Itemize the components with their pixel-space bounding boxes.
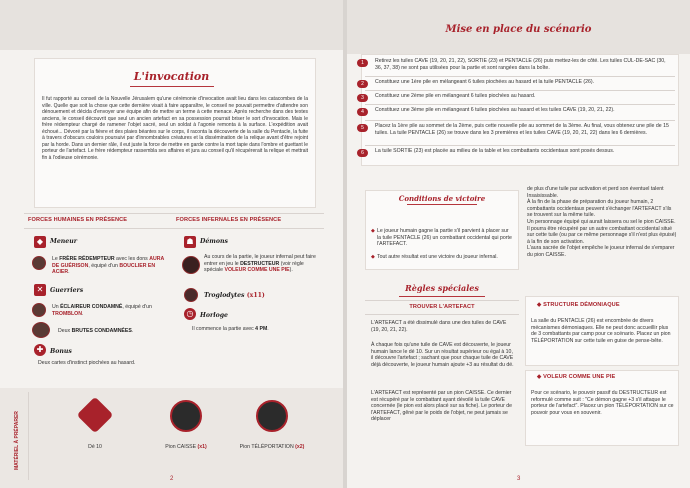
victory-condition-1: Le joueur humain gagne la partie s'il parvient à placer sur la tuile PENTACLE (26) un combattant occidental qui porte l'ARTEFACT.	[377, 228, 512, 248]
demons-text-b: (voir règle spéciale	[204, 260, 304, 274]
guerriers-title: Guerriers	[50, 287, 84, 294]
troglo-count: (x11)	[246, 292, 265, 299]
left-page	[0, 0, 343, 488]
invocation-title: L'invocation	[133, 70, 210, 83]
step-number: 2	[357, 80, 368, 88]
bullet-icon: ◆	[371, 228, 375, 234]
setup-title: Mise en place du scénario	[445, 24, 592, 35]
guerriers-text: Un ÉCLAIREUR CONDAMNÉ, équipé d'un TROMBLON.	[52, 304, 152, 317]
page-number: 3	[517, 476, 521, 482]
meneur-text: Le FRÈRE RÉDEMPTEUR avec les dons AURA DE GUÉRISON, équipé d'un BOUCLIER EN ACIER.	[52, 256, 165, 276]
brutes-pre: Deux	[58, 328, 71, 334]
pie-header	[537, 374, 615, 380]
divider	[365, 314, 519, 315]
title-underline	[130, 86, 214, 87]
step-text: Constituez une 1ère pile en mélangeant 6 tuiles piochées au hasard et la tuile PENTACLE (26).	[375, 79, 595, 85]
plus-icon: ✚	[34, 344, 46, 356]
teleport-token-icon	[256, 400, 288, 432]
step-text: Constituez une 3ème pile en mélangeant 6 tuiles piochées au hasard et les tuiles CAVE (19, 20, 21, 22).	[375, 107, 615, 113]
demons-rule: VOLEUR COMME UNE PIE	[224, 267, 290, 274]
divider	[365, 90, 675, 91]
artefact-paragraph-3: L'ARTEFACT est représenté par un pion CAISSE. Ce dernier est récupéré par le combattant ayant dévoilé la tuile CAVE concernée (le pion est alors placé sur sa fiche). Le porteur de l'ARTEFACT, gêné par le poids de l'objet, ne peut jamais se déplacer	[371, 390, 513, 423]
artefact-continued: de plus d'une tuile par activation et perd son éventuel talent Insaisissable. À la fin de la phase de préparation du joueur humain, 2 combattants occidentaux peuvent s'échanger l'ARTEFACT s'ils se trouvent sur la même tuile. Un personnage équipé qui aurait laissera ou sel le pion CAISSE. Il pourra être récupéré par un autre combattant occidental situé sur cette tuile (ou par ce même personnage s'il n'est plus épuisé) à la fin de son activation. L'aura sacrée de l'objet empêche le joueur infernal de s'emparer du pion CAISSE.	[527, 186, 677, 258]
guerriers-pre: Un	[52, 304, 59, 310]
brutes-portrait	[32, 322, 50, 338]
gear-icon: ◆	[537, 302, 542, 308]
demons-text-c: ).	[289, 267, 293, 274]
dice-label: Dé 10	[88, 444, 102, 450]
divider	[24, 213, 324, 214]
artefact-paragraph-1: L'ARTEFACT a été dissimulé dans une des tuiles de CAVE (19, 20, 21, 22).	[371, 320, 507, 333]
horloge-text: Il commence la partie avec 4 PM.	[192, 326, 269, 332]
artefact-paragraph-2: À chaque fois qu'une tuile de CAVE est découverte, le joueur humain lance le dé 10. Sur un résultat supérieur ou égal à 10, il découvre l'artefact ; sachant que pour chaque tuile de CAVE déjà découverte, le joueur humain ajoute +3 au résultat du dé.	[371, 342, 514, 368]
clock-icon: ◷	[184, 308, 196, 320]
story-text: Il fut rapporté au conseil de la Nouvelle Jérusalem qu'une cérémonie d'invocation avait lieu dans les catacombes de la ville. Quelle que soit la chose que cette dernière visait à faire apparaître, le conseil ne pouvait permettre d'attendre son dénouement et décida d'envoyer une équipe afin de mettre un terme à cette menace. Après recherche dans des textes anciens, le conseil découvrit que seul un ancien artefact en sa possession pourrait briser le sort d'invocation. Mais le frère rédempteur chargé de ramener l'objet sacré, seul un soldat à l'agonie remonta à la surface. L'expédition avait échoué... Dévoré par la fièvre et des plaies béantes sur le corps, il raconta la découverte de la salle du Pentacle, la fuite à travers d'obscurs couloirs poursuivi par d'innombrables créatures et la dissémination de la relique avant d'être rejoint par la horde. Dans un dernier râle, il eut juste la force de mettre en garde contre la mort tapie dans l'ombre et guettant le porteur de l'artefact. Le frère rédempteur rassembla ses affaires et jura au conseil qu'il récupérerait la relique et mettrait fin à l'odieuse cérémonie.	[42, 96, 308, 161]
step-number: 5	[357, 124, 368, 132]
step-text: Placez la 1ère pile au sommet de la 2ème, puis cette nouvelle pile au sommet de la 3ème. Au final, vous obtenez une pile de 15 tuiles. La tuile PENTACLE (26) se trouve dans les 3 premières et les tuiles CAVE (19, 20, 21, 22) dans les 6 dernières.	[375, 123, 669, 136]
crate-token-icon	[170, 400, 202, 432]
pie-text: Pour ce scénario, le pouvoir passif du DESTRUCTEUR est reformulé comme suit : "Ce démon gagne +3 s'il attaque le porteur de l'artefact". Placez un pion TÉLÉPORTATION sur ce pouvoir pour vous en souvenir.	[531, 390, 674, 416]
destructeur-portrait	[182, 256, 200, 274]
pion-caisse-label	[150, 444, 222, 451]
divider	[365, 120, 675, 121]
scout-portrait	[32, 303, 46, 317]
step-number: 4	[357, 108, 368, 116]
demonic-text: La salle du PENTACLE (26) est encombrée de divers mécanismes démoniaques. Elle ne peut donc accueillir plus de 3 combattants par camp pour ce scénario. Placez un pion TÉLÉPORTATION sur cette tuile en guise de pense-bête.	[531, 318, 671, 344]
forces-infernal-header: FORCES INFERNALES EN PRÉSENCE	[176, 217, 282, 223]
meneur-aura: AURA DE GUÉRISON	[52, 256, 165, 269]
title-underline	[407, 204, 477, 205]
meneur-mid: avec les dons	[116, 256, 148, 262]
meneur-pre: Le	[52, 256, 58, 262]
meneur-weapon: BOUCLIER EN ACIER	[52, 262, 156, 276]
step-text: Constituez une 2ème pile en mélangeant 6 tuiles piochées au hasard.	[375, 93, 536, 99]
troglodyte-portrait	[184, 288, 198, 302]
right-page	[347, 0, 690, 488]
materiel-label: MATÉRIEL À PRÉPARER	[14, 411, 20, 470]
bullet-icon: ◆	[371, 254, 375, 260]
pion-caisse-text: Pion CAISSE	[165, 444, 197, 450]
divider	[365, 300, 519, 301]
brutes-text: Deux BRUTES CONDAMNÉES.	[58, 328, 134, 334]
redeemer-portrait	[32, 256, 46, 270]
step-number: 1	[357, 59, 368, 67]
meneur-title: Meneur	[50, 238, 77, 245]
pion-tele-count: (x2)	[295, 444, 305, 450]
page-number: 2	[170, 476, 174, 482]
crossed-swords-icon: ✕	[34, 284, 46, 296]
guerriers-name: ÉCLAIREUR CONDAMNÉ	[60, 304, 123, 310]
brutes-name: BRUTES CONDAMNÉES	[71, 328, 132, 334]
demons-title: Démons	[200, 238, 228, 245]
horloge-text-a: Il commence la partie avec	[192, 326, 254, 332]
victory-condition-2: Tout autre résultat est une victoire du joueur infernal.	[377, 254, 498, 260]
bonus-text: Deux cartes d'instinct piochées au hasard.	[38, 360, 136, 366]
demons-text-a: Au cours de la partie, le joueur infernal peut faire entrer en jeu le	[204, 254, 316, 267]
shield-icon: ◆	[34, 236, 46, 248]
pion-tele-label	[226, 444, 318, 451]
materiel-band	[0, 388, 343, 488]
horloge-title: Horloge	[200, 312, 228, 319]
title-underline	[399, 296, 485, 297]
meneur-name: FRÈRE RÉDEMPTEUR	[59, 256, 115, 262]
guerriers-eq: équipé d'un	[125, 304, 152, 310]
divider	[28, 392, 29, 480]
divider	[365, 76, 675, 77]
step-number: 6	[357, 149, 368, 157]
demons-text	[204, 254, 324, 274]
step-text: Retirez les tuiles CAVE (19, 20, 21, 22), SORTIE (23) et PENTACLE (26) puis mettez-les de côté. Les tuiles CUL-DE-SAC (30, 36, 37, 38) ne sont pas utilisées pour la partie et sont rangées dans la boîte.	[375, 58, 666, 71]
demonic-header-text: STRUCTURE DÉMONIAQUE	[543, 302, 620, 308]
horloge-time: 4 PM	[255, 326, 268, 332]
troglodytes-title	[204, 292, 265, 299]
victory-title: Conditions de victoire	[398, 194, 486, 203]
decorative-header-band	[0, 0, 343, 50]
bonus-title: Bonus	[50, 348, 72, 355]
rules-title: Règles spéciales	[405, 283, 479, 293]
divider	[365, 145, 675, 146]
divider	[365, 104, 675, 105]
troglo-title: Troglodytes	[204, 292, 245, 299]
artefact-header: TROUVER L'ARTEFACT	[409, 304, 475, 310]
pion-caisse-count: (x1)	[197, 444, 207, 450]
divider	[24, 228, 324, 229]
meneur-eq: équipé d'un	[91, 262, 118, 269]
step-number: 3	[357, 94, 368, 102]
forces-human-header: FORCES HUMAINES EN PRÉSENCE	[28, 217, 128, 223]
pion-tele-text: Pion TÉLÉPORTATION	[239, 444, 294, 450]
demons-destructeur: DESTRUCTEUR	[240, 260, 280, 267]
demonic-header	[537, 302, 620, 308]
guerriers-weapon: TROMBLON	[52, 310, 82, 317]
step-text: La tuile SORTIE (23) est placée au milieu de la table et les combattants occidentaux sont posés dessus.	[375, 148, 615, 154]
gear-icon: ◆	[537, 374, 542, 380]
pie-header-text: VOLEUR COMME UNE PIE	[543, 374, 616, 380]
demon-horns-icon: ☗	[184, 236, 196, 248]
